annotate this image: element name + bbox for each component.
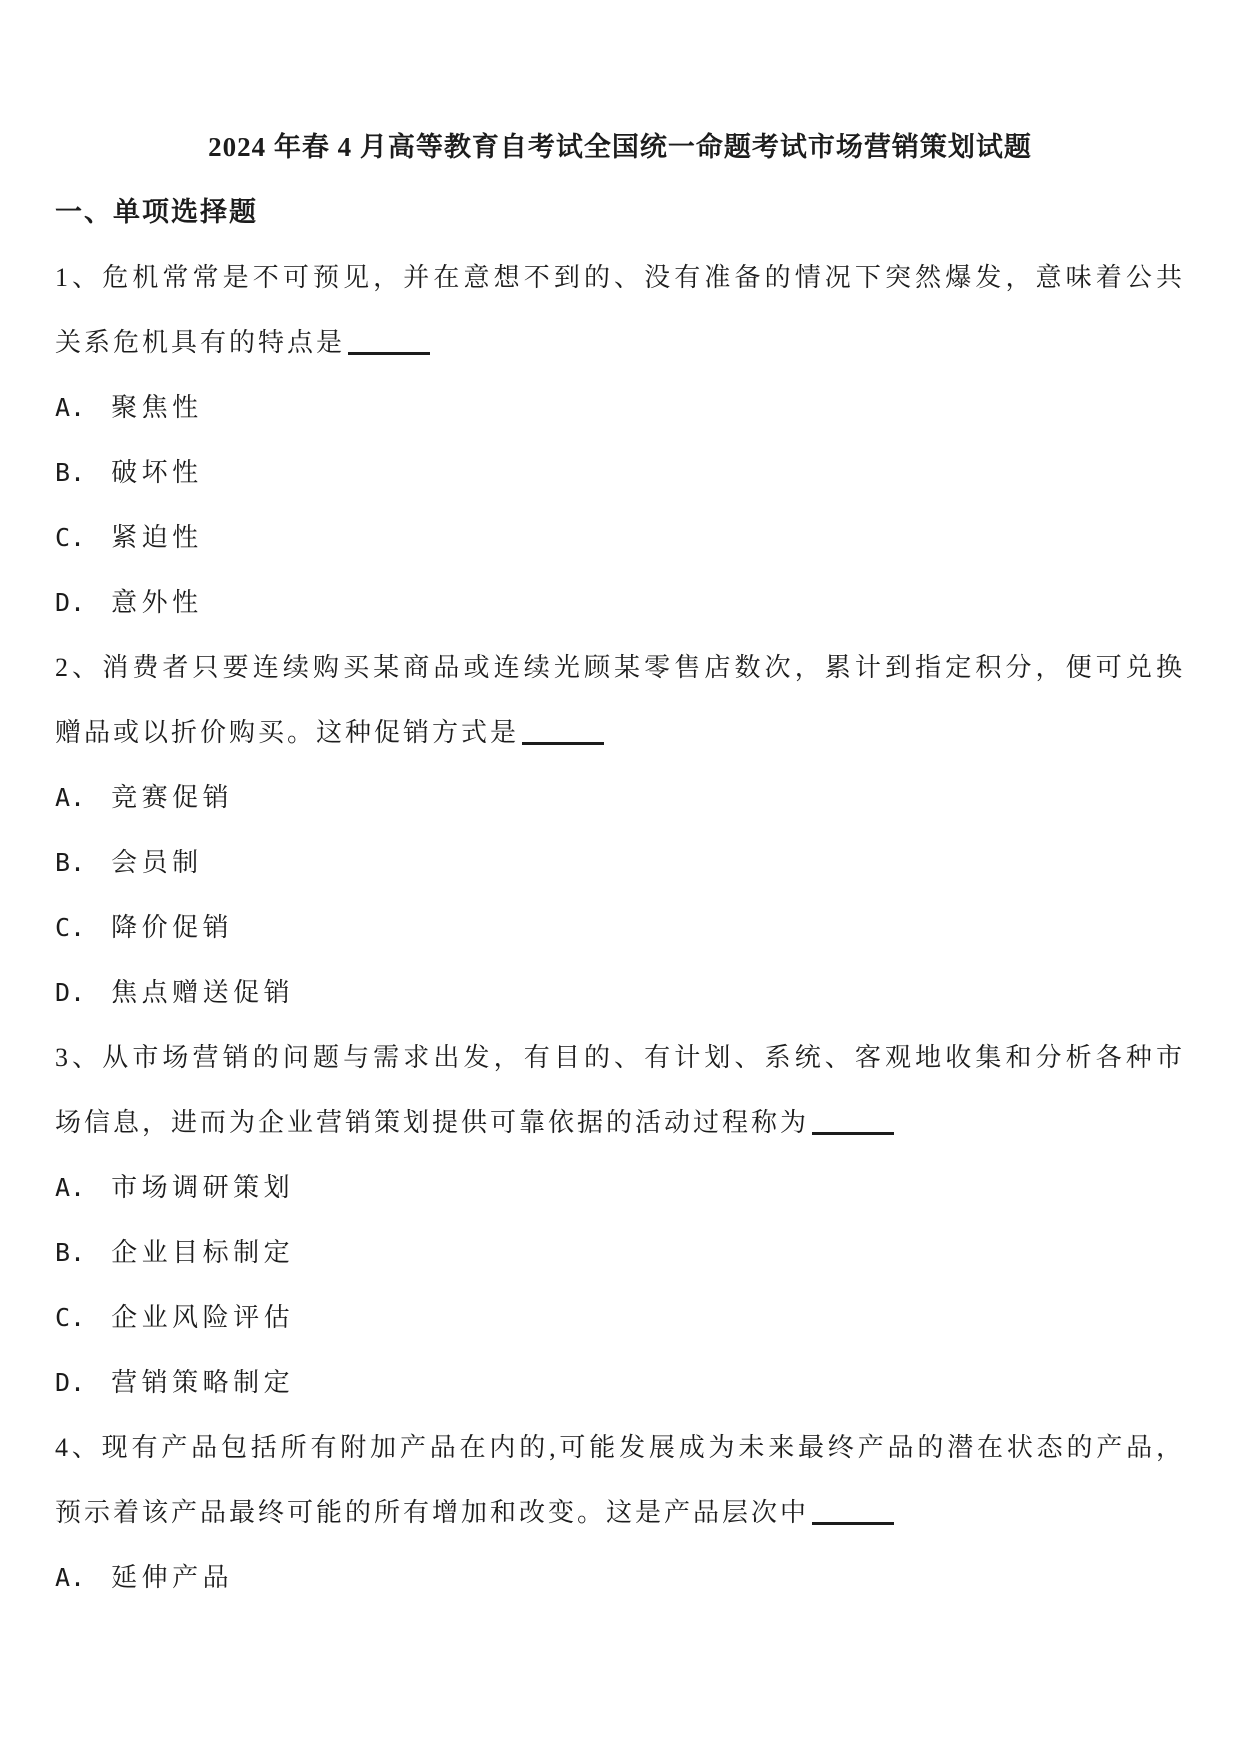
question-2	[55, 635, 1185, 1025]
section-heading: 一、单项选择题	[55, 197, 258, 227]
answer-blank	[812, 1518, 894, 1525]
question-1-line-2-text: 关系危机具有的特点是	[55, 328, 346, 357]
answer-blank	[348, 348, 430, 355]
option-text: 延伸产品	[111, 1563, 234, 1592]
question-1-option-b	[55, 440, 1185, 505]
question-3-line-1: 3、从市场营销的问题与需求出发，有目的、有计划、系统、客观地收集和分析各种市	[55, 1043, 1185, 1072]
option-text: 会员制	[111, 848, 203, 877]
option-text: 聚焦性	[111, 393, 203, 422]
question-2-line-2-text: 赠品或以折价购买。这种促销方式是	[55, 718, 520, 747]
question-3-option-a	[55, 1155, 1185, 1220]
option-text: 企业风险评估	[111, 1303, 295, 1332]
question-4-line-2	[55, 1480, 1185, 1545]
exam-title: 2024 年春 4 月高等教育自考试全国统一命题考试市场营销策划试题	[208, 132, 1032, 162]
option-label: C.	[55, 1303, 86, 1332]
option-label: A.	[55, 393, 86, 422]
question-3-line-2-text: 场信息，进而为企业营销策划提供可靠依据的活动过程称为	[55, 1108, 810, 1137]
answer-blank	[812, 1128, 894, 1135]
question-4-option-a	[55, 1545, 1185, 1610]
question-3-option-d	[55, 1350, 1185, 1415]
question-1-option-c	[55, 505, 1185, 570]
question-3	[55, 1025, 1185, 1415]
option-text: 降价促销	[111, 913, 234, 942]
question-4	[55, 1415, 1185, 1610]
question-1-line-2	[55, 310, 1185, 375]
question-2-line-1: 2、消费者只要连续购买某商品或连续光顾某零售店数次，累计到指定积分，便可兑换	[55, 653, 1185, 682]
question-3-option-b	[55, 1220, 1185, 1285]
question-4-line-1: 4、现有产品包括所有附加产品在内的,可能发展成为未来最终产品的潜在状态的产品，	[55, 1433, 1185, 1462]
option-label: B.	[55, 848, 86, 877]
option-text: 破坏性	[111, 458, 203, 487]
option-text: 焦点赠送促销	[111, 978, 295, 1007]
question-2-line-2	[55, 700, 1185, 765]
answer-blank	[522, 738, 604, 745]
option-label: C.	[55, 523, 86, 552]
question-3-option-c	[55, 1285, 1185, 1350]
question-1-line-1: 1、危机常常是不可预见，并在意想不到的、没有准备的情况下突然爆发，意味着公共	[55, 263, 1185, 292]
option-text: 营销策略制定	[111, 1368, 295, 1397]
option-label: A.	[55, 1563, 86, 1592]
option-label: C.	[55, 913, 86, 942]
option-label: D.	[55, 1368, 86, 1397]
option-label: A.	[55, 1173, 86, 1202]
question-4-line-2-text: 预示着该产品最终可能的所有增加和改变。这是产品层次中	[55, 1498, 810, 1527]
option-label: A.	[55, 783, 86, 812]
option-text: 企业目标制定	[111, 1238, 295, 1267]
question-2-option-d	[55, 960, 1185, 1025]
option-text: 紧迫性	[111, 523, 203, 552]
option-label: D.	[55, 978, 86, 1007]
question-3-line-2	[55, 1090, 1185, 1155]
question-2-option-c	[55, 895, 1185, 960]
question-1-option-d	[55, 570, 1185, 635]
question-1-option-a	[55, 375, 1185, 440]
question-2-option-b	[55, 830, 1185, 895]
question-2-option-a	[55, 765, 1185, 830]
option-text: 市场调研策划	[111, 1173, 295, 1202]
option-text: 竞赛促销	[111, 783, 234, 812]
option-label: B.	[55, 1238, 86, 1267]
option-label: D.	[55, 588, 86, 617]
option-label: B.	[55, 458, 86, 487]
question-1	[55, 245, 1185, 635]
option-text: 意外性	[111, 588, 203, 617]
